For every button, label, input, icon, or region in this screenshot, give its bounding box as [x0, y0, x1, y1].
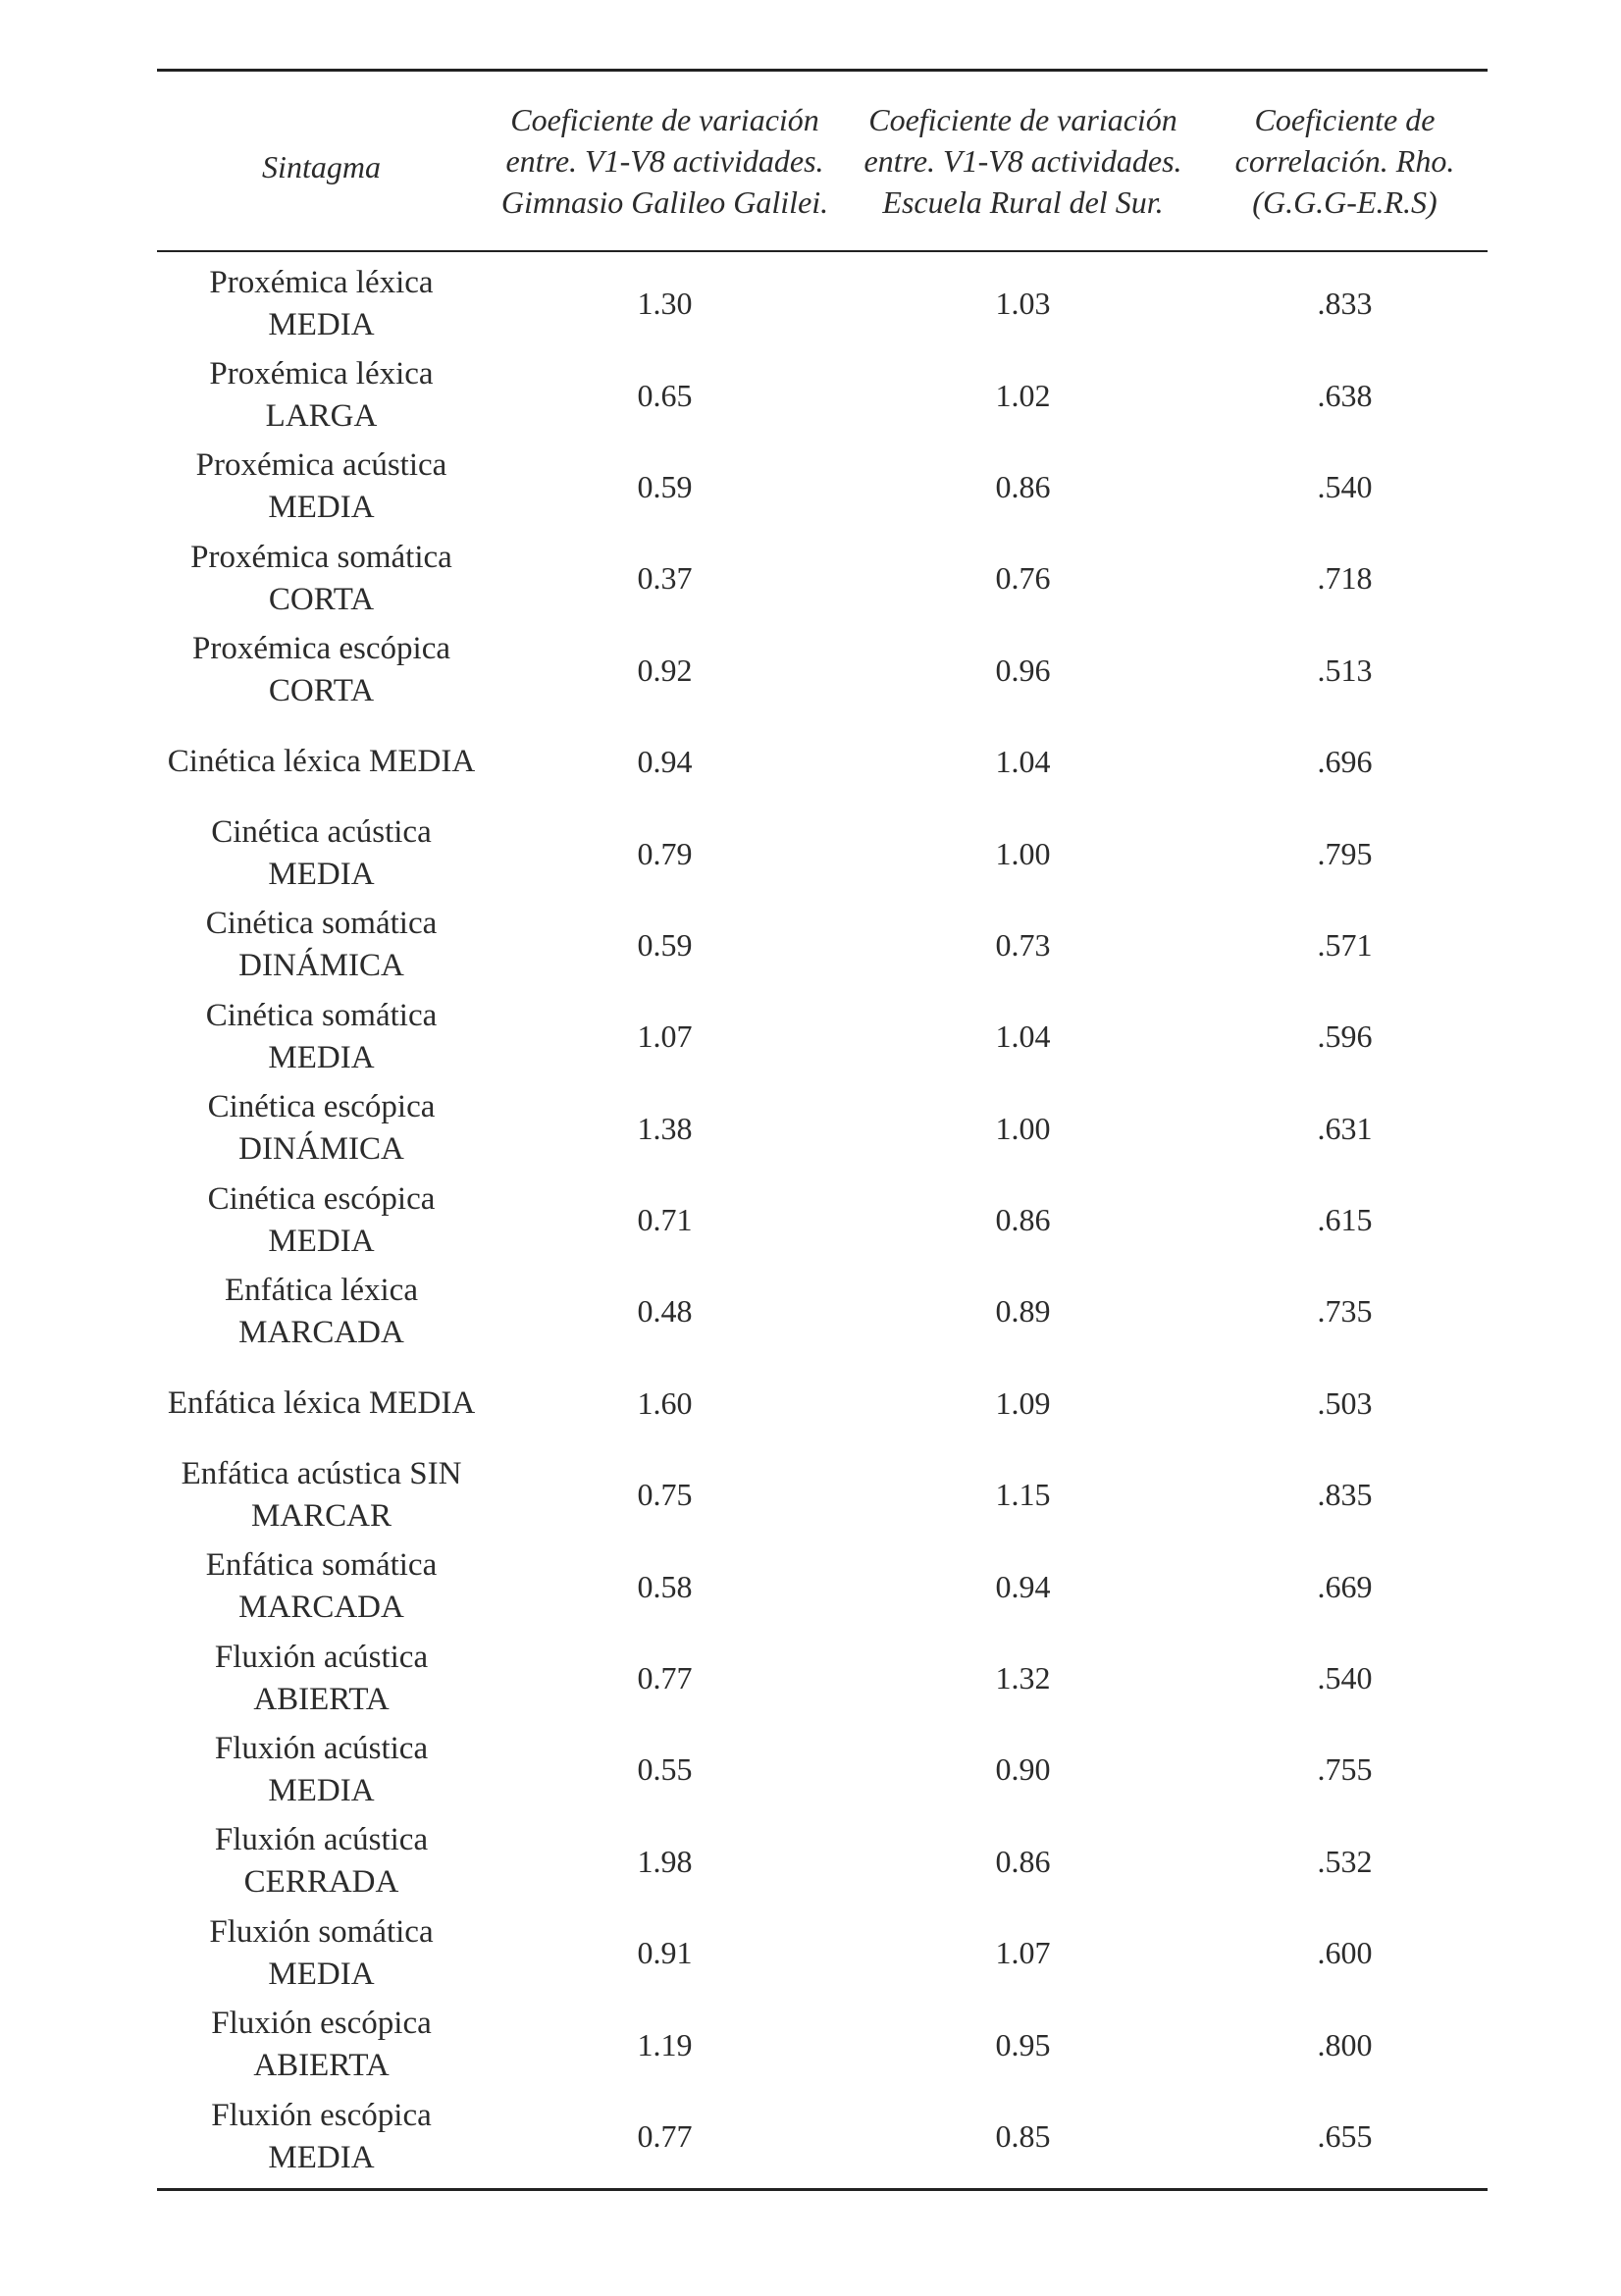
cell-cv-gimnasio-galileo: 1.60 — [637, 1384, 693, 1421]
cell-cv-gimnasio-galileo: 0.59 — [637, 926, 693, 963]
table-row — [157, 533, 1488, 624]
cell-sintagma: Fluxión acústica CERRADA — [214, 1822, 429, 1901]
cell-rho: .503 — [1317, 1384, 1373, 1421]
table-body — [157, 252, 1488, 2188]
cell-cv-gimnasio-galileo: 1.30 — [637, 286, 693, 322]
cell-cv-escuela-rural: 0.76 — [995, 560, 1051, 597]
data-table — [157, 69, 1488, 2191]
cell-rho: .800 — [1317, 2026, 1373, 2062]
table-row — [157, 1083, 1488, 1174]
cell-sintagma: Cinética acústica MEDIA — [211, 814, 432, 893]
table-header-row — [157, 72, 1488, 250]
cell-cv-gimnasio-galileo: 0.94 — [637, 744, 693, 780]
header-sintagma: Sintagma — [262, 149, 381, 184]
cell-sintagma: Fluxión escópica MEDIA — [211, 2097, 432, 2175]
table-row — [157, 1633, 1488, 1724]
cell-cv-escuela-rural: 1.02 — [995, 377, 1051, 413]
cell-cv-escuela-rural: 1.09 — [995, 1384, 1051, 1421]
table-row — [157, 1358, 1488, 1449]
cell-sintagma: Proxémica acústica MEDIA — [195, 447, 447, 526]
cell-cv-gimnasio-galileo: 0.37 — [637, 560, 693, 597]
cell-rho: .532 — [1317, 1843, 1373, 1879]
cell-cv-gimnasio-galileo: 0.79 — [637, 835, 693, 871]
table-row — [157, 1174, 1488, 1266]
table-row — [157, 625, 1488, 716]
cell-cv-gimnasio-galileo: 0.65 — [637, 377, 693, 413]
cell-cv-escuela-rural: 0.86 — [995, 1843, 1051, 1879]
cell-rho: .655 — [1317, 2118, 1373, 2154]
table-row — [157, 258, 1488, 349]
cell-rho: .755 — [1317, 1751, 1373, 1788]
cell-rho: .600 — [1317, 1935, 1373, 1971]
cell-rho: .795 — [1317, 835, 1373, 871]
cell-cv-gimnasio-galileo: 0.92 — [637, 652, 693, 688]
cell-rho: .718 — [1317, 560, 1373, 597]
cell-cv-escuela-rural: 0.90 — [995, 1751, 1051, 1788]
cell-rho: .696 — [1317, 744, 1373, 780]
cell-sintagma: Cinética escópica DINÁMICA — [207, 1089, 436, 1168]
table-row — [157, 1724, 1488, 1815]
cell-cv-escuela-rural: 0.94 — [995, 1568, 1051, 1604]
table-row — [157, 1816, 1488, 1907]
cell-cv-escuela-rural: 0.86 — [995, 1202, 1051, 1238]
cell-cv-gimnasio-galileo: 0.48 — [637, 1293, 693, 1330]
header-cv-gimnasio-galileo: Coeficiente de variación entre. V1-V8 actividades. Gimnasio Galileo Galilei. — [500, 102, 829, 220]
cell-sintagma: Enfática acústica SIN MARCAR — [181, 1455, 462, 1534]
cell-cv-gimnasio-galileo: 0.75 — [637, 1477, 693, 1513]
cell-cv-gimnasio-galileo: 0.77 — [637, 1660, 693, 1696]
cell-rho: .513 — [1317, 652, 1373, 688]
table-row — [157, 1266, 1488, 1357]
cell-sintagma: Cinética somática MEDIA — [205, 997, 438, 1075]
cell-cv-escuela-rural: 1.04 — [995, 744, 1051, 780]
header-rho: Coeficiente de correlación. Rho. (G.G.G-E.R.S) — [1234, 102, 1455, 220]
cell-sintagma: Cinética somática DINÁMICA — [205, 906, 438, 984]
cell-cv-gimnasio-galileo: 0.58 — [637, 1568, 693, 1604]
cell-sintagma: Fluxión acústica MEDIA — [214, 1730, 429, 1808]
cell-sintagma: Enfática léxica MEDIA — [167, 1384, 476, 1421]
cell-sintagma: Enfática somática MARCADA — [205, 1547, 438, 1626]
table-row — [157, 2091, 1488, 2182]
table-row — [157, 1449, 1488, 1540]
table-row — [157, 442, 1488, 533]
cell-cv-gimnasio-galileo: 1.38 — [637, 1110, 693, 1146]
cell-rho: .833 — [1317, 286, 1373, 322]
table-bottom-rule — [157, 2188, 1488, 2191]
cell-sintagma: Fluxión acústica ABIERTA — [214, 1639, 429, 1717]
cell-sintagma: Cinética léxica MEDIA — [167, 744, 476, 780]
cell-rho: .735 — [1317, 1293, 1373, 1330]
cell-rho: .540 — [1317, 468, 1373, 504]
cell-cv-gimnasio-galileo: 0.59 — [637, 468, 693, 504]
cell-sintagma: Fluxión somática MEDIA — [209, 1913, 434, 1992]
cell-cv-escuela-rural: 1.04 — [995, 1018, 1051, 1055]
cell-cv-escuela-rural: 1.00 — [995, 835, 1051, 871]
table-row — [157, 1999, 1488, 2090]
table-row — [157, 991, 1488, 1082]
cell-cv-escuela-rural: 0.86 — [995, 468, 1051, 504]
cell-cv-gimnasio-galileo: 0.71 — [637, 1202, 693, 1238]
cell-rho: .615 — [1317, 1202, 1373, 1238]
cell-cv-escuela-rural: 0.89 — [995, 1293, 1051, 1330]
cell-cv-escuela-rural: 1.03 — [995, 286, 1051, 322]
cell-sintagma: Cinética escópica MEDIA — [207, 1180, 436, 1259]
cell-sintagma: Proxémica escópica CORTA — [192, 631, 450, 709]
cell-cv-escuela-rural: 0.85 — [995, 2118, 1051, 2154]
table-row — [157, 808, 1488, 899]
cell-sintagma: Proxémica léxica MEDIA — [209, 264, 434, 342]
cell-sintagma: Proxémica somática CORTA — [190, 539, 452, 617]
cell-rho: .596 — [1317, 1018, 1373, 1055]
cell-sintagma: Enfática léxica MARCADA — [225, 1272, 418, 1350]
cell-cv-gimnasio-galileo: 0.77 — [637, 2118, 693, 2154]
cell-cv-gimnasio-galileo: 1.98 — [637, 1843, 693, 1879]
cell-cv-escuela-rural: 1.07 — [995, 1935, 1051, 1971]
cell-cv-escuela-rural: 1.32 — [995, 1660, 1051, 1696]
cell-rho: .631 — [1317, 1110, 1373, 1146]
table-row — [157, 900, 1488, 991]
table-row — [157, 716, 1488, 808]
table-row — [157, 349, 1488, 441]
cell-cv-escuela-rural: 0.96 — [995, 652, 1051, 688]
table-row — [157, 1540, 1488, 1632]
cell-rho: .669 — [1317, 1568, 1373, 1604]
header-cv-escuela-rural: Coeficiente de variación entre. V1-V8 actividades. Escuela Rural del Sur. — [863, 102, 1182, 220]
cell-cv-escuela-rural: 1.15 — [995, 1477, 1051, 1513]
cell-rho: .835 — [1317, 1477, 1373, 1513]
table-row — [157, 1907, 1488, 1999]
cell-cv-gimnasio-galileo: 0.55 — [637, 1751, 693, 1788]
cell-cv-gimnasio-galileo: 1.07 — [637, 1018, 693, 1055]
cell-cv-gimnasio-galileo: 0.91 — [637, 1935, 693, 1971]
cell-cv-gimnasio-galileo: 1.19 — [637, 2026, 693, 2062]
cell-rho: .571 — [1317, 926, 1373, 963]
cell-rho: .638 — [1317, 377, 1373, 413]
cell-cv-escuela-rural: 0.73 — [995, 926, 1051, 963]
cell-sintagma: Fluxión escópica ABIERTA — [211, 2006, 432, 2084]
cell-sintagma: Proxémica léxica LARGA — [209, 356, 434, 435]
cell-cv-escuela-rural: 0.95 — [995, 2026, 1051, 2062]
cell-rho: .540 — [1317, 1660, 1373, 1696]
cell-cv-escuela-rural: 1.00 — [995, 1110, 1051, 1146]
